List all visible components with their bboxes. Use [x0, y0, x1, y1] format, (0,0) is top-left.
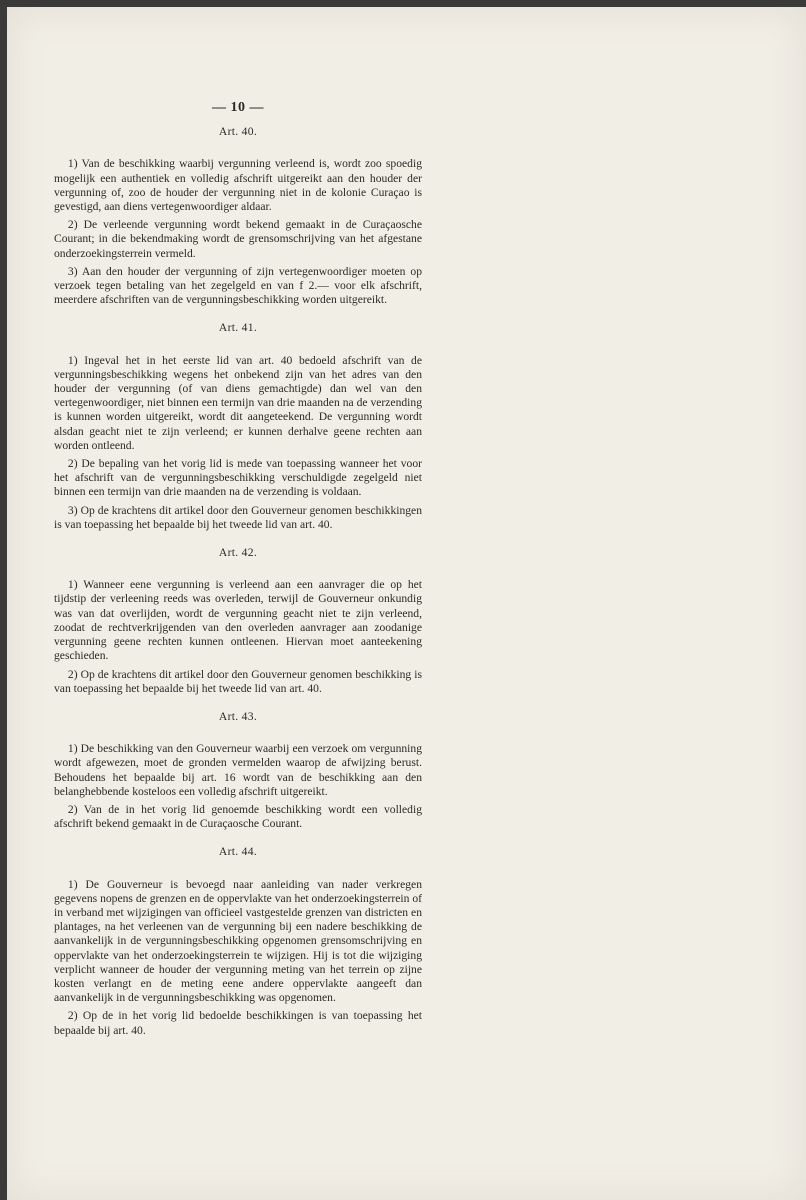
article-heading: Art. 43.: [218, 709, 258, 723]
paragraph: 1) De beschikking van den Gouverneur waarbij een verzoek om vergunning wordt afgewezen, moet de gronden vermelden waarop de afwijzing berust. Behoudens het bepaalde bij art. 16 wordt van de beschikking aan den belanghebbende kosteloos een volledig afschrift uitgereikt.: [54, 742, 422, 798]
paragraph: 1) De Gouverneur is bevoegd naar aanleiding van nader verkregen gegevens nopens de grenzen en de oppervlakte van het onderzoekingsterrein of in verband met wijzigingen van officieel vastgestelde grenzen van districten en plantages, na het verleenen van de vergunning bij een nadere beschikking de aanvankelijk in de vergunningsbeschikking opgenomen grensomschrijving en oppervlakte van het onderzoekingsterrein te wijzigen. Hij is tot die wijziging verplicht wanneer de houder der vergunning meting van het terrein op zijne kosten verlangt en de meting eene andere oppervlakte aangeeft dan aanvankelijk in de vergunningsbeschikking was opgenomen.: [54, 877, 422, 1005]
page-number: — 10 —: [212, 100, 264, 115]
article-42: [54, 546, 422, 696]
paragraph: 3) Aan den houder der vergunning of zijn vertegenwoordiger moeten op verzoek tegen betaling van het zegelgeld en van f 2.— voor elk afschrift, meerdere afschriften van de vergunningsbeschikking worden uitgereikt.: [54, 264, 422, 307]
paragraph: 1) Ingeval het in het eerste lid van art. 40 bedoeld afschrift van de vergunningsbeschikking wegens het onbekend zijn van het adres van den houder der vergunning (of van diens gemachtigde) dan wel van den vertegenwoordiger, niet binnen een termijn van drie maanden na de verzending is kunnen worden uitgereikt, wordt dit aangeteekend. De vergunning wordt alsdan geacht niet te zijn verleend; er kunnen derhalve geene rechten aan worden ontleend.: [54, 353, 422, 452]
paragraph: 1) Wanneer eene vergunning is verleend aan een aanvrager die op het tijdstip der verleening reeds was overleden, terwijl de Gouverneur onkundig was van dat overlijden, wordt de vergunning geacht niet te zijn verleend, zoodat de rechtverkrijgenden van den overleden aanvrager aan zoodanige vergunning geene rechten kunnen ontleenen. Hiervan moet aanteekening geschieden.: [54, 578, 422, 663]
article-40: [54, 125, 422, 307]
paragraph: 2) Op de krachtens dit artikel door den Gouverneur genomen beschikking is van toepassing het bepaalde bij het tweede lid van art. 40.: [54, 667, 422, 695]
paragraph: 2) Op de in het vorig lid bedoelde beschikkingen is van toepassing het bepaalde bij art. 40.: [54, 1009, 422, 1037]
article-heading: Art. 44.: [218, 845, 258, 859]
article-43: [54, 710, 422, 831]
paragraph: 1) Van de beschikking waarbij vergunning verleend is, wordt zoo spoedig mogelijk een authentiek en volledig afschrift uitgereikt aan den houder der vergunning of, zoo de houder der vergunning niet in de kolonie Curaçao is gevestigd, aan diens vertegenwoordiger aldaar.: [54, 157, 422, 214]
paragraph: 2) Van de in het vorig lid genoemde beschikking wordt een volledig afschrift bekend gemaakt in de Curaçaosche Courant.: [54, 802, 422, 831]
article-heading: Art. 41.: [218, 321, 258, 335]
article-heading: Art. 40.: [218, 125, 258, 139]
paragraph: 3) Op de krachtens dit artikel door den Gouverneur genomen beschikkingen is van toepassing het bepaalde bij het tweede lid van art. 40.: [54, 503, 422, 531]
paragraph: 2) De bepaling van het vorig lid is mede van toepassing wanneer het voor het afschrift van de vergunningsbeschikking verschuldigde zegelgeld niet binnen een termijn van drie maanden na de verzending is voldaan.: [54, 457, 422, 499]
article-44: [54, 845, 422, 1037]
document-page: [7, 7, 806, 1200]
paragraph: 2) De verleende vergunning wordt bekend gemaakt in de Curaçaosche Courant; in die bekendmaking wordt de grensomschrijving van het afgestane onderzoekingsterrein vermeld.: [54, 218, 422, 260]
article-41: [54, 321, 422, 532]
article-heading: Art. 42.: [218, 546, 258, 560]
text-column: [54, 101, 422, 1052]
